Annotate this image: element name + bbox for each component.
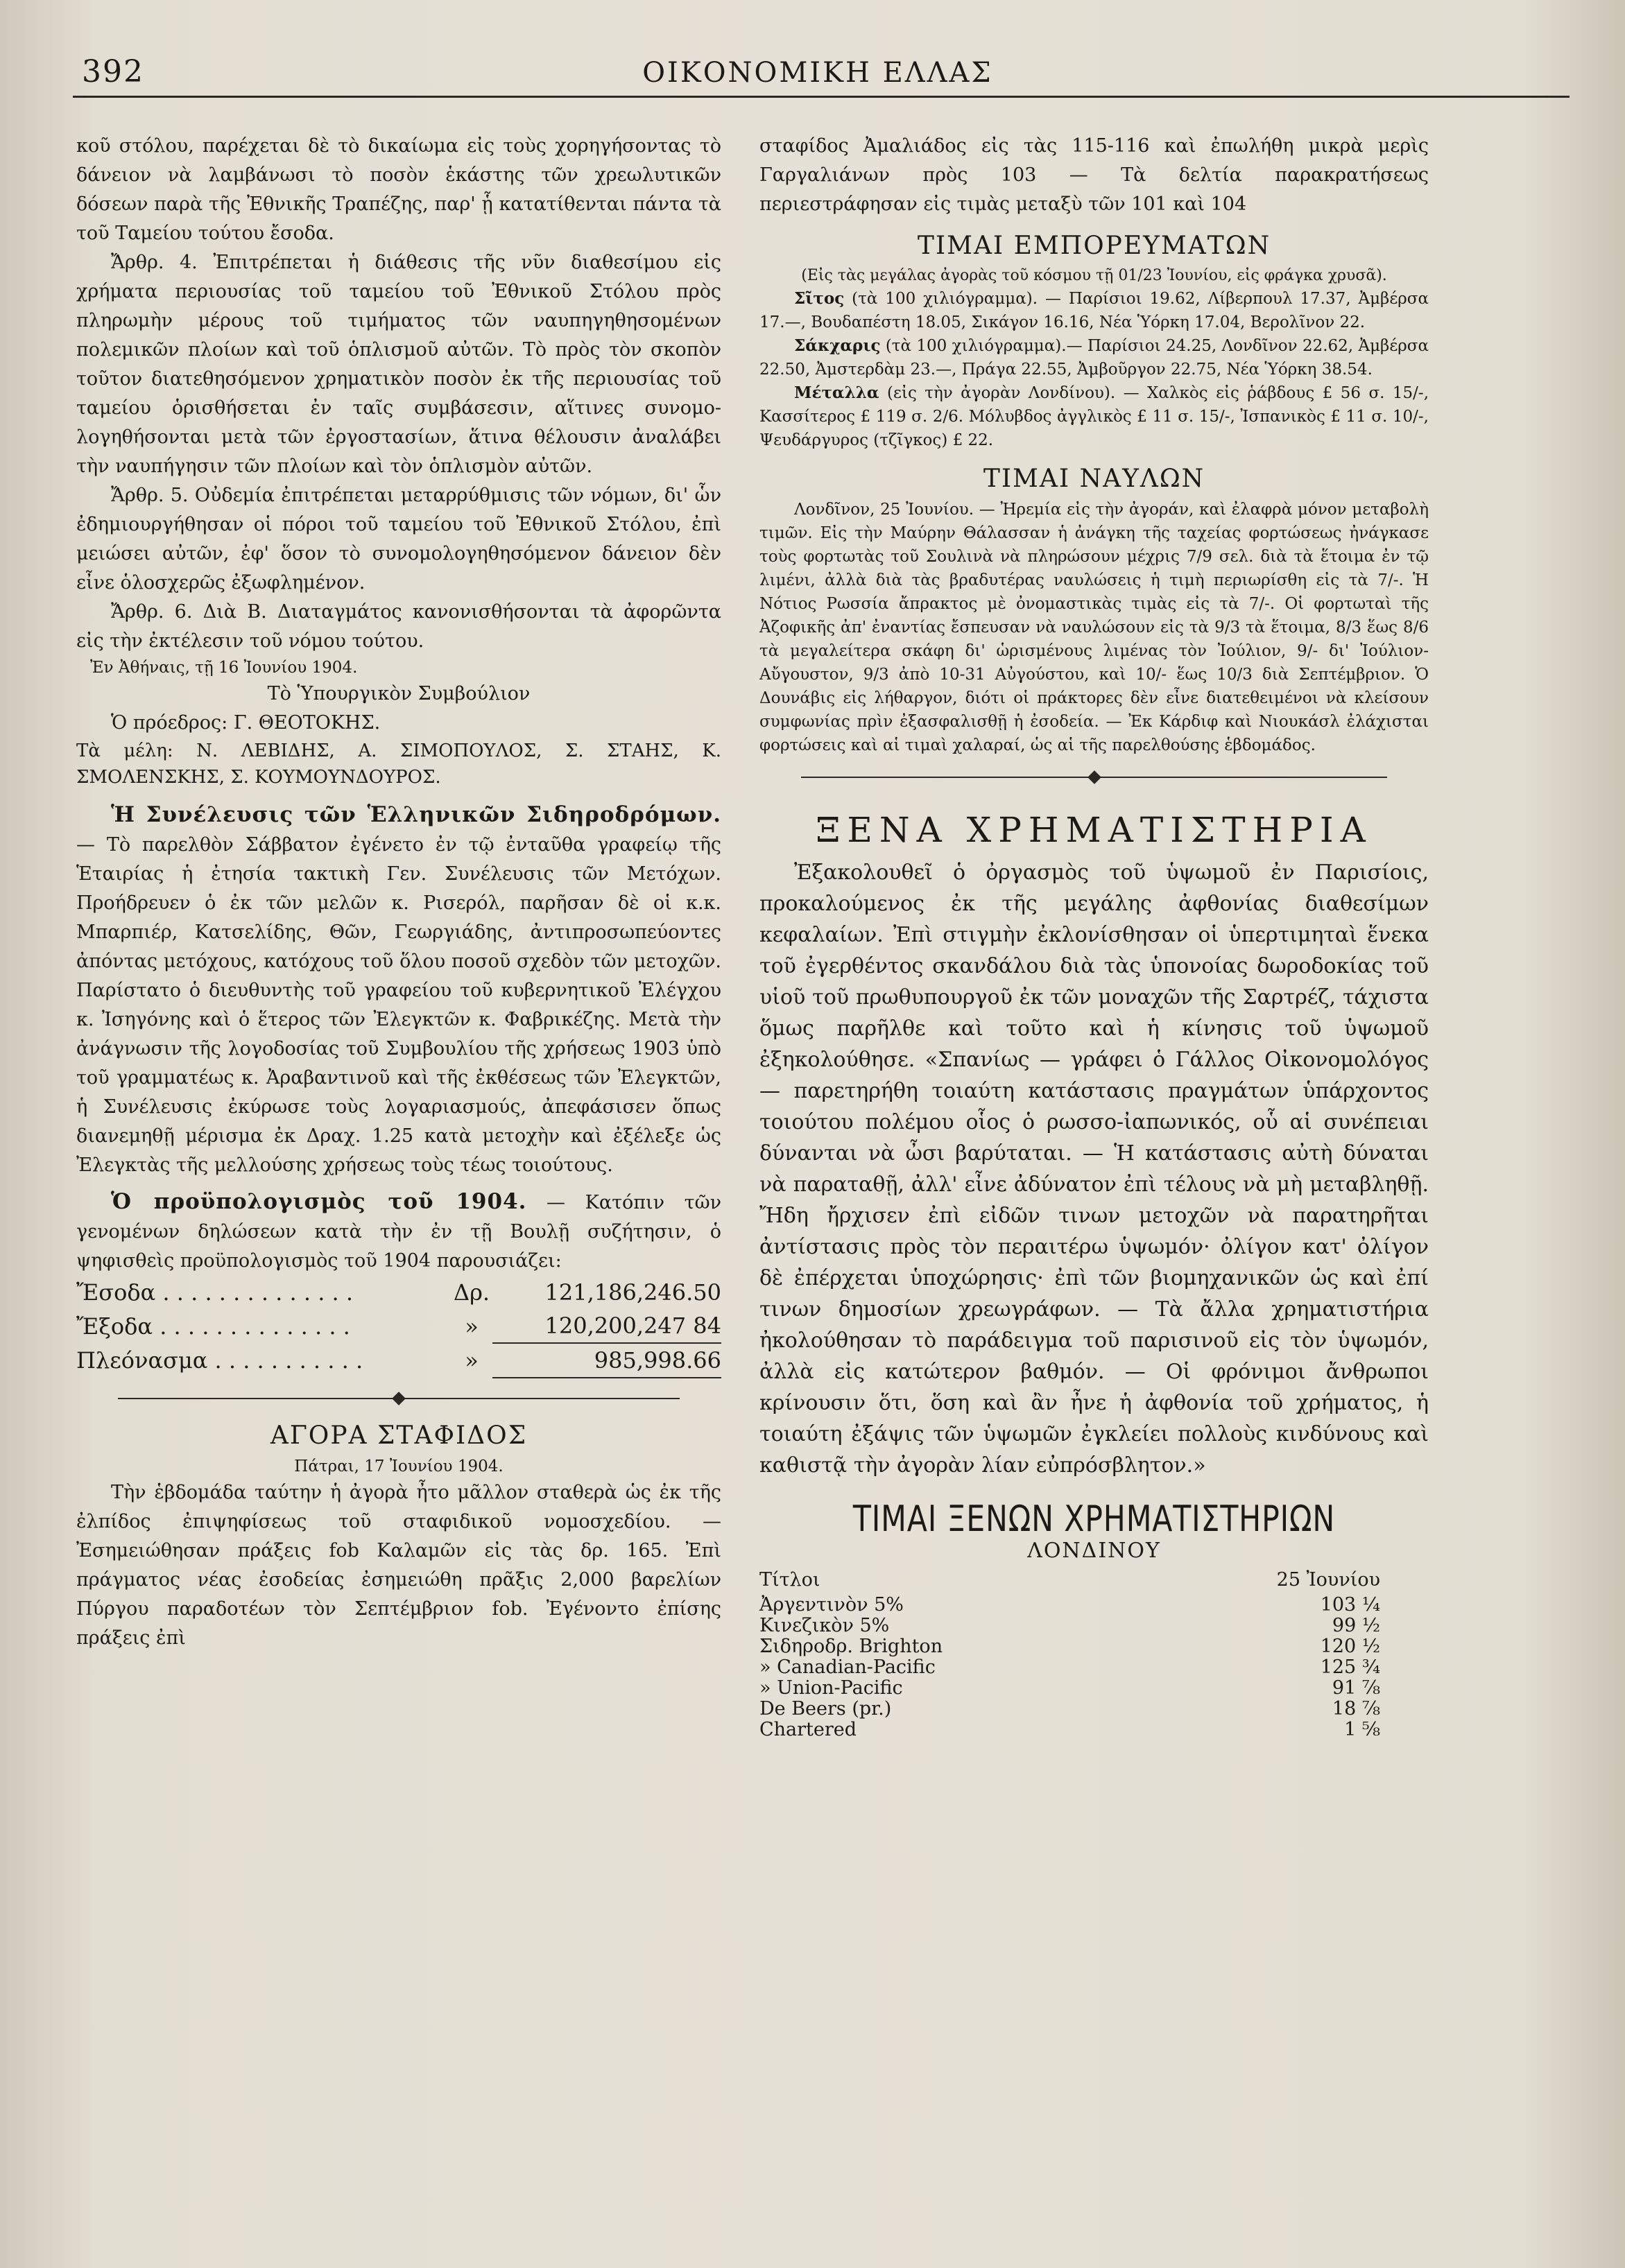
- railway-assembly-paragraph: [76, 800, 721, 1180]
- quote-row: [759, 1657, 1429, 1678]
- budget-row-expenses: [76, 1309, 721, 1343]
- currants-market-title: ΑΓΟΡΑ ΣΤΑΦΙΔΟΣ: [270, 1421, 528, 1450]
- header-rule: [73, 96, 1570, 98]
- budget-lead: Ὁ προϋπολογισμὸς τοῦ 1904.: [111, 1189, 527, 1214]
- london-subtitle: ΛΟΝΔΙΝΟΥ: [1027, 1539, 1161, 1563]
- currants-market-text: Τὴν ἑβδομάδα ταύτην ἡ ἀγορὰ ἦτο μᾶλλον σταθερὰ ὡς ἐκ τῆς ἐλπίδος ἐπιψηφίσεως τοῦ σταφιδικοῦ νομοσχεδίου. — Ἐσημειώθησαν πράξεις fob Καλαμῶν εἰς τὰς δρ. 165. Ἐπὶ πράγματος νέας ἐσοδείας ἐσημειώθη πρᾶξις 2,000 βαρελίων Πύργου παραδοτέων τὸν Σεπτέμβριον fob. Ἐγένοντο ἐπίσης πράξεις ἐπὶ: [76, 1482, 721, 1649]
- foreign-exchanges-text: Ἐξακολουθεῖ ὁ ὀργασμὸς τοῦ ὑψωμοῦ ἐν Παρισίοις, προκαλούμενος ἐκ τῆς μεγάλης ἀφθονίας διαθεσίμων κεφαλαίων. Ἐπὶ στιγμὴν ἐκλονίσθησαν οἱ ὑπερτιμηταὶ ἕνεκα τοῦ ἐγερθέντος σκανδάλου διὰ τὰς ὑπονοίας δωροδοκίας τοῦ υἱοῦ τοῦ πρωθυπουργοῦ ἐκ τῶν μοναχῶν τῆς Σαρτρέζ, τάχιστα ὅμως παρῆλθε καὶ τοῦτο καὶ ἡ κίνησις τοῦ ὑψωμοῦ ἐξηκολούθησε. «Σπανίως — γράφει ὁ Γάλλος Οἰκονομολόγος — παρετηρήθη τοιαύτη κατάστασις πραγμάτων ὑπάρχοντος τοιούτου πολέμου οἷος ὁ ρωσσο-ἰαπωνικός, οὗ αἱ συνέπειαι δύνανται νὰ ὦσι βαρύταται. — Ἡ κατάστασις αὐτὴ δύναται νὰ παραταθῇ, ἀλλ' εἶνε ἀδύνατον ἐπὶ τέλους νὰ μὴ μεταβληθῇ. Ἤδη ἤρχισεν ἐπὶ εἰδῶν τινων μετοχῶν νὰ παρατηρῆται ἀντίστασις πρὸς τὸν περαιτέρω ὑψωμόν· ὀλίγον κατ' ὀλίγον δὲ ἐπέρχεται ὑποχώρησις· ἐπὶ τῶν βιομηχανικῶν ὡς καὶ ἐπί τινων δημοσίων χρεωγράφων. — Τὰ ἄλλα χρηματιστήρια ἠκολούθησαν τὸ παράδειγμα τοῦ παρισινοῦ εἰς τὸν ὑψωμόν, ἀλλὰ εἰς κατώτερον βαθμόν. — Οἱ φρόνιμοι ἄνθρωποι κρίνουσιν ὅτι, ὅση καὶ ἂν ἦνε ἡ ἀφθονία τοῦ χρήματος, ἡ τοιαύτη ἐξάψις τῶν ὑψωμῶν ἐγκλείει πολλοὺς κινδύνους καὶ καθιστᾷ τὴν ἀγορὰν λίαν εὐπρόσβλητον.»: [759, 860, 1429, 1478]
- grain-prices: [759, 287, 1429, 334]
- quote-row: [759, 1720, 1429, 1740]
- budget-label: Ἔξοδα . . . . . . . . . . . . . .: [76, 1313, 350, 1340]
- ornamental-divider: [76, 1388, 721, 1409]
- running-head: [76, 54, 1559, 96]
- quotes-table: [759, 1595, 1429, 1740]
- quote-value: 99 ½: [1332, 1615, 1380, 1636]
- budget-amount: 121,186,246.50: [544, 1279, 721, 1306]
- quote-title: Σιδηροδρ. Brighton: [759, 1636, 943, 1657]
- metals-text: (εἰς τὴν ἀγορὰν Λονδίνου). — Χαλκὸς εἰς ῥάβδους £ 56 σ. 15/-, Κασσίτερος £ 119 σ. 2/6. Μόλυβδος ἀγγλικὸς £ 11 σ. 15/-, Ἰσπανικὸς £ 11 σ. 10/-, Ψευδάργυρος (τζῖγκος) £ 22.: [759, 384, 1429, 449]
- budget-currency: »: [465, 1347, 479, 1374]
- currants-continuation: σταφίδος Ἀμαλιάδος εἰς τὰς 115-116 καὶ ἐπωλήθη μικρὰ μερὶς Γαργαλιάνων πρὸς 103 — Τὰ δελτία παρακρατήσεως περιεστράφησαν εἰς τιμὰς μεταξὺ τῶν 101 καὶ 104: [759, 135, 1429, 215]
- signature-president: Ὁ πρόεδρος: Γ. ΘΕΟΤΟΚΗΣ.: [111, 712, 381, 734]
- journal-title: ΟΙΚΟΝΟΜΙΚΗ ΕΛΛΑΣ: [642, 57, 993, 89]
- budget-amount: 120,200,247 84: [492, 1309, 721, 1343]
- law-paragraph-continuation: κοῦ στόλου, παρέχεται δὲ τὸ δικαίωμα εἰς τοὺς χορηγήσοντας τὸ δάνειον νὰ λαμβάνωσι τὸ ποσὸν ἑκάστης τῶν χρεωλυτικῶν δόσεων παρὰ τῆς Ἐθνικῆς Τραπέζης, παρ' ᾗ κατατίθενται πάντα τὰ τοῦ Ταμείου τούτου ἔσοδα.: [76, 135, 721, 244]
- sugar-label: Σάκχαρις: [794, 336, 881, 355]
- metals-label: Μέταλλα: [794, 383, 879, 402]
- right-column: [759, 132, 1429, 1740]
- law-article-5: Ἄρθρ. 5. Οὐδεμία ἐπιτρέπεται μεταρρύθμισις τῶν νόμων, δι' ὧν ἐδημιουργήθησαν οἱ πόροι τοῦ ταμείου τοῦ Ἐθνικοῦ Στόλου, ἐπὶ μειώσει αὐτῶν, ἐφ' ὅσον τὸ συνομολογηθησόμενον δάνειον δὲν εἶνε ὁλοσχερῶς ἐξωφλημένον.: [76, 485, 721, 594]
- budget-paragraph: [76, 1187, 721, 1276]
- quote-row: [759, 1699, 1429, 1720]
- budget-row-surplus: [76, 1343, 721, 1378]
- freight-prices-title: ΤΙΜΑΙ ΝΑΥΛΩΝ: [983, 465, 1205, 493]
- quote-title: Chartered: [759, 1719, 857, 1740]
- quotes-header: [759, 1566, 1429, 1595]
- left-column: [76, 132, 721, 1653]
- railway-assembly-lead: Ἡ Συνέλευσις τῶν Ἑλληνικῶν Σιδηροδρόμων.: [111, 802, 721, 827]
- metals-prices: [759, 381, 1429, 452]
- quotes-col-date: 25 Ἰουνίου: [1276, 1569, 1380, 1591]
- quote-value: 125 ¾: [1320, 1656, 1380, 1678]
- quote-row: [759, 1636, 1429, 1657]
- quote-title: » Canadian-Pacific: [759, 1656, 936, 1678]
- goods-prices-note: (Εἰς τὰς μεγάλας ἀγορὰς τοῦ κόσμου τῇ 01/23 Ἰουνίου, εἰς φράγκα χρυσᾶ).: [801, 267, 1387, 284]
- budget-amount: 985,998.66: [492, 1343, 721, 1378]
- signature-date: Ἐν Ἀθήναις, τῇ 16 Ἰουνίου 1904.: [90, 659, 358, 677]
- goods-prices-title: ΤΙΜΑΙ ΕΜΠΟΡΕΥΜΑΤΩΝ: [917, 232, 1271, 260]
- railway-assembly-text: — Τὸ παρελθὸν Σάββατον ἐγένετο ἐν τῷ ἐνταῦθα γραφείῳ τῆς Ἑταιρίας ἡ ἐτησία τακτικὴ Γεν. Συνέλευσις τῶν Μετόχων. Προήδρευεν ὁ ἐκ τῶν μελῶν κ. Ρισερόλ, παρῆσαν δὲ οἱ κ.κ. Μπαρπιέρ, Κατσελίδης, Θῶν, Γεωργιάδης, ἀντιπροσωπεύοντες ἀπόντας μετόχους, κατόχους τοῦ ὅλου ποσοῦ σχεδὸν τῶν μετοχῶν. Παρίστατο ὁ διευθυντὴς τοῦ γραφείου τοῦ κυβερνητικοῦ Ἐλέγχου κ. Ἰσηγόνης καὶ ὁ ἕτερος τῶν Ἐλεγκτῶν κ. Φαβρικέζης. Μετὰ τὴν ἀνάγνωσιν τῆς λογοδοσίας τοῦ Συμβουλίου τῆς χρήσεως 1903 ὑπὸ τοῦ γραμματέως κ. Ἀραβαντινοῦ καὶ τῆς ἐκθέσεως τῶν Ἐλεγκτῶν, ἡ Συνέλευσις ἐκύρωσε τοὺς λογαριασμούς, ἀπεφάσισεν ὅπως διανεμηθῇ μέρισμα ἐκ Δραχ. 1.25 κατὰ μετοχὴν καὶ ἐξέλεξε ὡς Ἐλεγκτὰς τῆς μελλούσης χρήσεως τοὺς τέως τοιούτους.: [76, 834, 721, 1176]
- grain-label: Σῖτος: [794, 289, 845, 308]
- quotes-col-titles: Τίτλοι: [759, 1569, 820, 1591]
- budget-row-revenue: [76, 1276, 721, 1309]
- quote-title: » Union-Pacific: [759, 1677, 903, 1699]
- budget-table: [76, 1276, 721, 1378]
- quote-title: De Beers (pr.): [759, 1698, 892, 1720]
- sugar-prices: [759, 334, 1429, 381]
- sugar-text: (τὰ 100 χιλιόγραμμα).— Παρίσιοι 24.25, Λονδῖνον 22.62, Ἀμβέρσα 22.50, Ἀμστερδὰμ 23.—, Πράγα 22.55, Ἀμβοῦργον 22.75, Νέα Ὑόρκη 38.54.: [759, 337, 1429, 379]
- foreign-exchanges-title: ΞΕΝΑ ΧΡΗΜΑΤΙΣΤΗΡΙΑ: [816, 810, 1373, 850]
- signature-members: Τὰ μέλη: Ν. ΛΕΒΙΔΗΣ, Α. ΣΙΜΟΠΟΥΛΟΣ, Σ. ΣΤΑΗΣ, Κ. ΣΜΟΛΕΝΣΚΗΣ, Σ. ΚΟΥΜΟΥΝΔΟΥΡΟΣ.: [76, 741, 721, 788]
- grain-text: (τὰ 100 χιλιόγραμμα). — Παρίσιοι 19.62, Λίβερπουλ 17.37, Ἀμβέρσα 17.—, Βουδαπέστη 18.05, Σικάγον 16.16, Νέα Ὑόρκη 17.04, Βερολῖνον 22.: [759, 290, 1429, 331]
- freight-prices-text: Λονδῖνον, 25 Ἰουνίου. — Ἠρεμία εἰς τὴν ἀγοράν, καὶ ἐλαφρὰ μόνον μεταβολὴ τιμῶν. Εἰς τὴν Μαύρην Θάλασσαν ἡ ἀνάγκη τῆς ταχείας φορτώσεως ἠνάγκασε τοὺς φορτωτὰς τοῦ Σουλινὰ νὰ πληρώσουν μέχρις 7/9 σελ. διὰ τὰ ἕτοιμα ἐν τῷ λιμένι, ἀλλὰ διὰ τὰς βραδυτέρας ναυλώσεις ἡ τιμὴ περιωρίσθη εἰς τὰ 7/-. Ἡ Νότιος Ρωσσία ἄπρακτος μὲ ὀνομαστικὰς τιμὰς εἰς τὰ 7/-. Οἱ φορτωταὶ τῆς Ἀζοφικῆς ἀπ' ἐναντίας ἔσπευσαν νὰ ναυλώσουν εἰς τὰ 9/3 τὰ ἕτοιμα, 8/3 ἕως 8/6 τὰ μεγαλείτερα σκάφη δι' ὡρισμένους λιμένας τὸν Ἰούλιον, 9/- δι' Ἰούλιον-Αὔγουστον, 9/3 ἀπὸ 10-31 Αὐγούστου, καὶ 10/- ἕως 10/3 διὰ Σεπτέμβριον. Ὁ Δουνάβις εἰς λήθαργον, διότι οἱ πράκτορες δὲν εἶνε διατεθειμένοι νὰ κλείσουν συμφωνίας πρὶν ἐξασφαλισθῇ ἡ ἐσοδεία. — Ἐκ Κάρδιφ καὶ Νιουκάσλ ἐλάχισται φορτώσεις καὶ αἱ τιμαὶ χαλαραί, ὡς αἱ τῆς παρελθούσης ἑβδομάδος.: [759, 501, 1429, 754]
- quote-row: [759, 1616, 1429, 1636]
- quote-value: 91 ⅞: [1332, 1677, 1380, 1699]
- law-article-6: Ἄρθρ. 6. Διὰ Β. Διαταγμάτος κανονισθήσονται τὰ ἀφορῶντα εἰς τὴν ἐκτέλεσιν τοῦ νόμου τούτου.: [76, 601, 721, 652]
- budget-label: Πλεόνασμα . . . . . . . . . . .: [76, 1347, 363, 1374]
- quote-value: 103 ¼: [1320, 1594, 1380, 1616]
- quote-value: 1 ⅝: [1344, 1719, 1380, 1740]
- quote-row: [759, 1678, 1429, 1699]
- law-article-4: Ἄρθρ. 4. Ἐπιτρέπεται ἡ διάθεσις τῆς νῦν διαθεσίμου εἰς χρήματα περιουσίας τοῦ ταμείου τοῦ Ἐθνικοῦ Στόλου πρὸς πληρωμὴν μέρους τοῦ τιμήματος τῶν ναυπηγηθησομένων πολεμικῶν πλοίων καὶ τοῦ ὁπλισμοῦ αὐτῶν. Τὸ πρὸς τὸν σκοπὸν τοῦτον διατεθησόμενον χρηματικὸν ποσὸν ἐκ τῆς περιουσίας τοῦ ταμείου ὁρισθήσεται ἐν ταῖς συμβάσεσιν, αἵτινες συνομολογηθήσονται μετὰ τῶν ἐργοστασίων, ἅτινα θέλουσιν ἀναλάβει τὴν ναυπήγησιν τῶν πλοίων καὶ τὸν ὁπλισμὸν αὐτῶν.: [76, 252, 721, 477]
- quote-title: Ἀργεντινὸν 5%: [759, 1594, 904, 1616]
- foreign-exchange-prices-title: ΤΙΜΑΙ ΞΕΝΩΝ ΧΡΗΜΑΤΙΣΤΗΡΙΩΝ: [852, 1498, 1336, 1540]
- quote-row: [759, 1595, 1429, 1616]
- ornamental-divider: [759, 767, 1429, 788]
- budget-currency: »: [465, 1313, 479, 1340]
- budget-label: Ἔσοδα . . . . . . . . . . . . . .: [76, 1279, 354, 1306]
- signature-council: Τὸ Ὑπουργικὸν Συμβούλιον: [267, 683, 531, 704]
- budget-text: — Κατόπιν τῶν γενομένων δηλώσεων κατὰ τὴν ἐν τῇ Βουλῇ συζήτησιν, ὁ ψηφισθεὶς προϋπολογισμὸς τοῦ 1904 παρουσιάζει:: [76, 1192, 721, 1272]
- page-number: 392: [82, 54, 144, 89]
- quote-title: Κινεζικὸν 5%: [759, 1615, 890, 1636]
- budget-currency: Δρ.: [453, 1279, 490, 1306]
- currants-dateline: Πάτραι, 17 Ἰουνίου 1904.: [294, 1457, 504, 1475]
- quote-value: 120 ½: [1320, 1636, 1380, 1657]
- quote-value: 18 ⅞: [1332, 1698, 1380, 1720]
